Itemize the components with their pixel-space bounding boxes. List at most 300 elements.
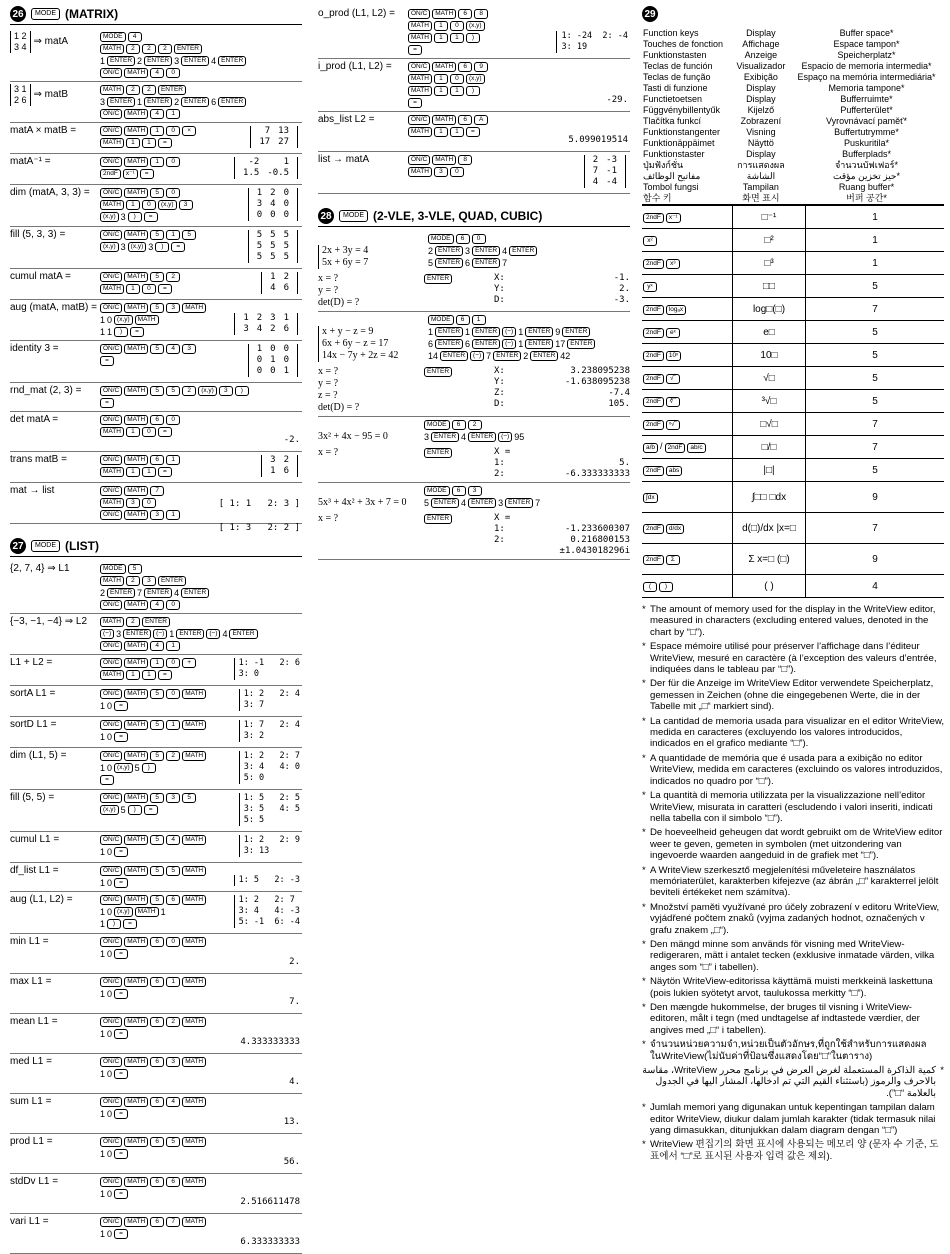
calculator-key: 5 — [150, 895, 164, 905]
display-cell: ∫□□ □dx — [733, 482, 806, 513]
matrix-cell: 5 — [270, 252, 276, 262]
number-entry: 0 — [107, 1028, 113, 1039]
calculator-key: MATH — [100, 576, 124, 586]
calculator-key: ) — [466, 86, 480, 96]
calculator-key: ENTER — [144, 56, 172, 66]
calculator-key: 4 — [166, 344, 180, 354]
key-cell — [642, 544, 733, 575]
memory-row — [642, 344, 944, 367]
calculator-key: MATH — [124, 344, 148, 354]
calculator-key: 1 — [434, 127, 448, 137]
key-row — [100, 485, 302, 497]
calculator-key: ENTER — [493, 351, 521, 361]
calculator-key: ON/C — [408, 62, 430, 72]
calculator-key: ENTER — [431, 498, 459, 508]
calculator-key: eˣ — [666, 328, 680, 338]
key-sequence — [100, 750, 302, 787]
calculator-key: ON/C — [408, 9, 430, 19]
key-row — [100, 587, 302, 599]
matrix-result — [234, 157, 298, 179]
example-row — [10, 300, 302, 341]
calculator-key: ENTER — [181, 56, 209, 66]
example-row — [10, 1014, 302, 1054]
result-line — [494, 388, 630, 399]
key-sequence — [424, 513, 494, 557]
key-cell — [642, 367, 733, 390]
expression-text: abs_list L2 = — [318, 114, 375, 125]
calculator-key: (−) — [206, 629, 220, 639]
header-row — [642, 193, 944, 205]
result-label: D: — [494, 399, 505, 409]
key-cell — [642, 413, 733, 436]
key-sequence — [424, 447, 494, 480]
example-row — [10, 123, 302, 154]
calculator-key: abs — [666, 466, 682, 476]
key-sequence — [408, 114, 630, 149]
key-row — [408, 85, 630, 97]
example-row — [10, 412, 302, 452]
result-line — [494, 546, 630, 557]
key-row — [100, 1148, 302, 1160]
calculator-key: ON/C — [100, 866, 122, 876]
key-row — [428, 338, 630, 350]
example-row — [10, 686, 302, 717]
calculator-key: 5 — [150, 188, 164, 198]
mode-key: MODE — [339, 210, 368, 222]
matrix-cell: 0 — [283, 344, 289, 354]
calculator-key: MATH — [124, 658, 148, 668]
calculator-key: ENTER — [567, 339, 595, 349]
calculator-key: MATH — [124, 230, 148, 240]
buffer-cell: 4 — [806, 575, 945, 598]
footnote: * Jumlah memori yang digunakan untuk kepentingan tampilan dalam editor WriteView, diukur dalam jumlah karakter (tidak termasuk nilai yang dimasukkan, ditunjukkan dalam diagram dengan “□”) — [642, 1102, 944, 1136]
calculator-key: 5 — [128, 564, 142, 574]
result-label: D: — [494, 295, 505, 305]
calculator-key: ENTER — [424, 274, 452, 284]
calculator-key: 3 — [142, 576, 156, 586]
calculator-key: 3 — [179, 200, 193, 210]
key-sequence — [100, 385, 302, 409]
calculator-key: (x,y) — [114, 907, 133, 917]
calculator-key: ON/C — [100, 157, 122, 167]
header-cell: Buffertutrymme* — [834, 127, 899, 137]
example-row — [10, 863, 302, 892]
calculator-key: ENTER — [509, 246, 537, 256]
display-cell: ( ) — [733, 575, 806, 598]
header-cell: Display — [746, 149, 776, 159]
calculator-key: 0 — [472, 234, 486, 244]
key-sequence — [100, 834, 302, 860]
calculator-key: 5 — [150, 230, 164, 240]
calculator-key: MATH — [124, 486, 148, 496]
memory-usage-table — [642, 205, 944, 598]
calculator-key: 1 — [434, 33, 448, 43]
result-value: -1.233600307 — [564, 524, 630, 534]
key-sequence — [100, 936, 302, 971]
calculator-key: ON/C — [100, 303, 122, 313]
list-result: 1: 5 2: 5 3: 5 4: 5 5: 5 — [239, 793, 300, 826]
matrix-line: 2 6 — [14, 95, 27, 105]
calculator-key: 2 — [158, 44, 172, 54]
calculator-key: MATH — [100, 85, 124, 95]
footnote: * Den mängd minne som används för visning med WriteView-redigeraren, mätt i antalet tecken (exklusive inmatade värden, vilka anges som “□” i tabellen). — [642, 939, 944, 973]
header-row — [642, 149, 944, 160]
display-cell: d(□)/dx |x=□ — [733, 513, 806, 544]
calculator-key: ENTER — [144, 588, 172, 598]
calculator-key: 10ˣ — [666, 351, 681, 361]
calculator-key: 3 — [166, 1057, 180, 1067]
calculator-key: ON/C — [100, 1017, 122, 1027]
calculator-key: MATH — [182, 303, 206, 313]
number-entry: 2 — [174, 96, 180, 107]
calculator-key: (x,y) — [100, 242, 119, 252]
buffer-cell: 7 — [806, 436, 945, 459]
matrix-cell: 0 — [270, 344, 276, 354]
calculator-key: 5 — [166, 866, 180, 876]
calculator-key: ENTER — [158, 576, 186, 586]
matrix-cell: 3 — [243, 324, 249, 334]
calculator-key: a/b — [643, 443, 658, 453]
question-labels — [318, 447, 424, 480]
expression — [10, 1176, 100, 1211]
matrix-cell: 2 — [270, 188, 276, 198]
number-entry: 1 — [465, 326, 471, 337]
calculator-key: 3 — [434, 167, 448, 177]
result-value: 2.516611478 — [240, 1197, 300, 1207]
calculator-key: ON/C — [100, 793, 122, 803]
number-entry: 1 — [100, 1028, 106, 1039]
header-cell: Functietoetsen — [643, 94, 703, 104]
calculator-key: (−) — [470, 351, 484, 361]
result-label: 1: — [494, 524, 505, 534]
matrix-cell: -2 — [248, 157, 260, 167]
calculator-key: MATH — [124, 126, 148, 136]
calculator-key: 5 — [150, 793, 164, 803]
result-value: -3. — [613, 295, 630, 305]
calculator-key: ENTER — [424, 514, 452, 524]
header-cell: Funktionstasten — [643, 50, 707, 60]
calculator-key: 0 — [142, 427, 156, 437]
calculator-key: 2 — [166, 751, 180, 761]
example-row — [10, 82, 302, 123]
calculator-key: ENTER — [107, 588, 135, 598]
result-value: 0.216800153 — [570, 535, 630, 545]
list-examples-continued — [318, 6, 630, 194]
number-entry: 1 — [100, 846, 106, 857]
key-cell — [642, 275, 733, 298]
calculator-key: Σ — [666, 555, 680, 565]
calculator-key: 7 — [166, 1217, 180, 1227]
key-row — [100, 397, 302, 409]
question-line: x = ? — [318, 273, 339, 284]
matrix-cell: 0 — [270, 366, 276, 376]
section-26-header — [10, 6, 302, 25]
key-sequence — [100, 1216, 302, 1251]
calculator-key: (−) — [502, 327, 516, 337]
equation-block — [318, 312, 630, 417]
key-cell — [642, 575, 733, 598]
expression — [10, 454, 100, 480]
key-sequence — [100, 125, 302, 151]
expression-text: aug (L1, L2) = — [10, 894, 73, 905]
example-row — [10, 832, 302, 863]
calculator-key: MATH — [124, 455, 148, 465]
expression-text: max L1 = — [10, 976, 52, 987]
calculator-key: MATH — [124, 1057, 148, 1067]
number-entry: 3 — [100, 96, 106, 107]
matrix-cell: 5 — [256, 252, 263, 262]
calculator-key: 2ndF — [100, 169, 121, 179]
expression — [10, 834, 100, 860]
calculator-key: = — [158, 467, 172, 477]
calculator-key: 5 — [166, 1137, 180, 1147]
footnote: * A WriteView szerkesztő megjelenítési műveleteire használatos memóriaterület, karakterben kifejezve (az ábrán „□” karakterrel jelölt beviteli értékeket nem számítva). — [642, 865, 944, 899]
result-line — [494, 273, 630, 284]
calculator-key: 3 — [166, 793, 180, 803]
question-line: det(D) = ? — [318, 402, 360, 413]
calculator-key: ON/C — [100, 689, 122, 699]
calculator-key: x⁻¹ — [123, 169, 138, 179]
number-entry: 4 — [174, 587, 180, 598]
example-row — [10, 561, 302, 614]
display-cell: e□ — [733, 321, 806, 344]
example-row — [10, 748, 302, 790]
header-row — [642, 50, 944, 61]
calculator-key: = — [171, 242, 185, 252]
expression-text: rnd_mat (2, 3) = — [10, 385, 82, 396]
calculator-key: MATH — [124, 303, 148, 313]
calculator-key: 0 — [166, 68, 180, 78]
buffer-cell: 5 — [806, 321, 945, 344]
list-result: 1: 5 2: -3 — [234, 875, 300, 886]
buffer-cell: 1 — [806, 229, 945, 252]
calculator-key: ENTER — [435, 258, 463, 268]
calculator-key: MATH — [100, 427, 124, 437]
result-line — [494, 377, 630, 388]
calculator-key: 6 — [150, 1217, 164, 1227]
matrix-cell: 1 — [256, 188, 263, 198]
expression-text: sortA L1 = — [10, 688, 56, 699]
key-sequence — [100, 865, 302, 889]
calculator-key: 2 — [126, 44, 140, 54]
question-line: det(D) = ? — [318, 297, 360, 308]
number-entry: 1 — [428, 326, 434, 337]
matrix-cell: 1 — [270, 355, 276, 365]
calculator-key: (x,y) — [198, 386, 217, 396]
mode-key: MODE — [31, 540, 60, 552]
result-label: Y: — [494, 377, 505, 387]
calculator-key: x⁻¹ — [666, 213, 681, 223]
key-sequence — [100, 894, 302, 931]
result-value: 13. — [283, 1117, 300, 1127]
key-sequence — [424, 273, 494, 309]
calculator-key: (x,y) — [114, 763, 133, 773]
calculator-key: 2ndF — [643, 397, 664, 407]
calculator-key: MATH — [124, 600, 148, 610]
header-row — [642, 138, 944, 149]
example-row — [10, 185, 302, 227]
matrix-cell: 1 — [270, 466, 276, 476]
key-sequence — [408, 61, 630, 109]
expression — [10, 616, 100, 652]
calculator-key: MATH — [408, 74, 432, 84]
equation-system — [318, 431, 424, 443]
key-row — [100, 1216, 302, 1228]
calculator-key: ENTER — [435, 246, 463, 256]
calculator-key: = — [114, 1069, 128, 1079]
memory-row — [642, 275, 944, 298]
matrix-result — [261, 272, 298, 294]
calculator-key: 7 — [150, 486, 164, 496]
calculator-key: = — [114, 989, 128, 999]
result-line — [494, 469, 630, 480]
calculator-key: 2 — [142, 85, 156, 95]
calculator-key: = — [100, 356, 114, 366]
number-entry: 7 — [486, 350, 492, 361]
expression-text: prod L1 = — [10, 1136, 53, 1147]
key-sequence — [100, 414, 302, 449]
matrix-line: 3 4 — [14, 42, 27, 52]
example-row — [10, 341, 302, 383]
example-row — [10, 1174, 302, 1214]
result-label: 2: — [494, 469, 505, 479]
calculator-key: ON/C — [100, 1057, 122, 1067]
matrix-cell: 5 — [270, 241, 276, 251]
expression — [10, 894, 100, 931]
section-29-header — [642, 6, 944, 24]
calculator-key: 1 — [126, 138, 140, 148]
header-cell: Funktionstangenter — [643, 127, 721, 137]
header-cell: Espaço na memória intermediária* — [797, 72, 936, 82]
number-entry: 0 — [107, 1148, 113, 1159]
header-cell: จำนวนบัฟเฟอร์* — [835, 160, 898, 170]
display-cell: □² — [733, 229, 806, 252]
key-row — [424, 431, 630, 443]
header-cell: Näyttö — [747, 138, 774, 148]
key-cell — [642, 436, 733, 459]
number-entry: 2 — [523, 350, 529, 361]
expression-text: dim (matA, 3, 3) = — [10, 187, 90, 198]
calculator-key: MATH — [124, 866, 148, 876]
buffer-cell: 5 — [806, 344, 945, 367]
question-line: y = ? — [318, 378, 339, 389]
key-cell — [642, 344, 733, 367]
key-row — [428, 326, 630, 338]
key-row — [100, 976, 302, 988]
number-entry: 2 — [428, 245, 434, 256]
calculator-key: 5 — [150, 835, 164, 845]
calculator-key: ON/C — [100, 1177, 122, 1187]
footnote: * La cantidad de memoria usada para visualizar en el editor WriteView, medida en caracteres (excluyendo los valores introducidos, indicados en el grafico mediante “□”). — [642, 716, 944, 750]
calculator-key: 6 — [150, 937, 164, 947]
header-cell: Memoria tampone* — [828, 83, 905, 93]
calculator-key: (x,y) — [466, 21, 485, 31]
expression — [318, 8, 408, 56]
calculator-key: 2 — [166, 272, 180, 282]
calculator-key: 2 — [182, 386, 196, 396]
calculator-key: ENTER — [424, 367, 452, 377]
matrix-result — [248, 230, 298, 263]
calculator-key: MATH — [100, 670, 124, 680]
calculator-key: ENTER — [525, 327, 553, 337]
result-label: X = — [494, 447, 511, 457]
expression-text: sum L1 = — [10, 1096, 52, 1107]
list-result: 1: 2 2: 9 3: 13 — [239, 835, 300, 857]
key-cell — [642, 229, 733, 252]
calculator-key: (x,y) — [100, 805, 119, 815]
matrix-result — [248, 188, 298, 221]
calculator-key: 2ndF — [643, 213, 664, 223]
number-entry: 17 — [555, 338, 566, 349]
calculator-key: ON/C — [100, 1137, 122, 1147]
calculator-key: 0 — [142, 200, 156, 210]
calculator-key: 1 — [166, 977, 180, 987]
expression-text: matA⁻¹ = — [10, 156, 51, 167]
matrix-cell: 5 — [283, 230, 289, 240]
calculator-key: ENTER — [431, 432, 459, 442]
list-result: [ 1: 3 2: 2 ] — [218, 523, 300, 533]
matrix-cell: -4 — [606, 177, 617, 187]
calculator-key: ) — [659, 582, 673, 592]
calculator-key: MATH — [124, 751, 148, 761]
number-entry: 4 — [222, 628, 228, 639]
header-cell: Espacio de memoria intermedia* — [801, 61, 932, 71]
matrix-examples — [10, 29, 302, 533]
matrix-cell: 17 — [259, 137, 271, 147]
calculator-key: MATH — [124, 720, 148, 730]
calculator-key: ON/C — [100, 1097, 122, 1107]
result-value: 3.238095238 — [570, 366, 630, 376]
calculator-key: ON/C — [408, 155, 430, 165]
calculator-key: d/dx — [666, 524, 684, 534]
number-entry: 5 — [134, 762, 140, 773]
calculator-key: MATH — [124, 793, 148, 803]
key-sequence — [408, 8, 630, 56]
key-row — [428, 233, 630, 245]
calculator-key: ON/C — [100, 751, 122, 761]
key-sequence — [100, 302, 302, 338]
calculator-key: 0 — [166, 157, 180, 167]
calculator-key: ) — [128, 212, 142, 222]
matrix-result — [248, 344, 298, 377]
number-entry: 1 — [100, 918, 106, 929]
calculator-key: yˣ — [643, 282, 657, 292]
equation-input-row — [318, 419, 630, 443]
calculator-key: MATH — [182, 866, 206, 876]
calculator-key: MATH — [408, 127, 432, 137]
number-entry: 3 — [120, 241, 126, 252]
calculator-key: ON/C — [100, 641, 122, 651]
key-sequence — [100, 616, 302, 652]
expression-text: stdDv L1 = — [10, 1176, 59, 1187]
footnote: * كمية الذاكرة المستعملة لغرض العرض في برنامج محرر WriteView، مقاسة بالاحرف والرموز (باستثناء القيم التي تم ادخالها، المشار اليها في الجدول بالعلامة “□”). — [642, 1065, 944, 1099]
equation-line: 3x² + 4x − 95 = 0 — [318, 431, 388, 442]
number-entry: 3 — [424, 431, 430, 442]
calculator-key: ENTER — [176, 629, 204, 639]
calculator-key: ON/C — [100, 126, 122, 136]
result-line — [494, 447, 630, 458]
calculator-key: ON/C — [100, 386, 122, 396]
result-values — [494, 513, 630, 557]
header-cell: Touches de fonction — [643, 39, 724, 49]
calculator-key: = — [114, 1189, 128, 1199]
calculator-key: ∫dx — [643, 493, 658, 503]
expression-text: identity 3 = — [10, 343, 59, 354]
result-value: -2. — [283, 435, 300, 445]
calculator-key: ENTER — [229, 629, 257, 639]
column-middle — [318, 6, 630, 560]
expression — [10, 657, 100, 683]
